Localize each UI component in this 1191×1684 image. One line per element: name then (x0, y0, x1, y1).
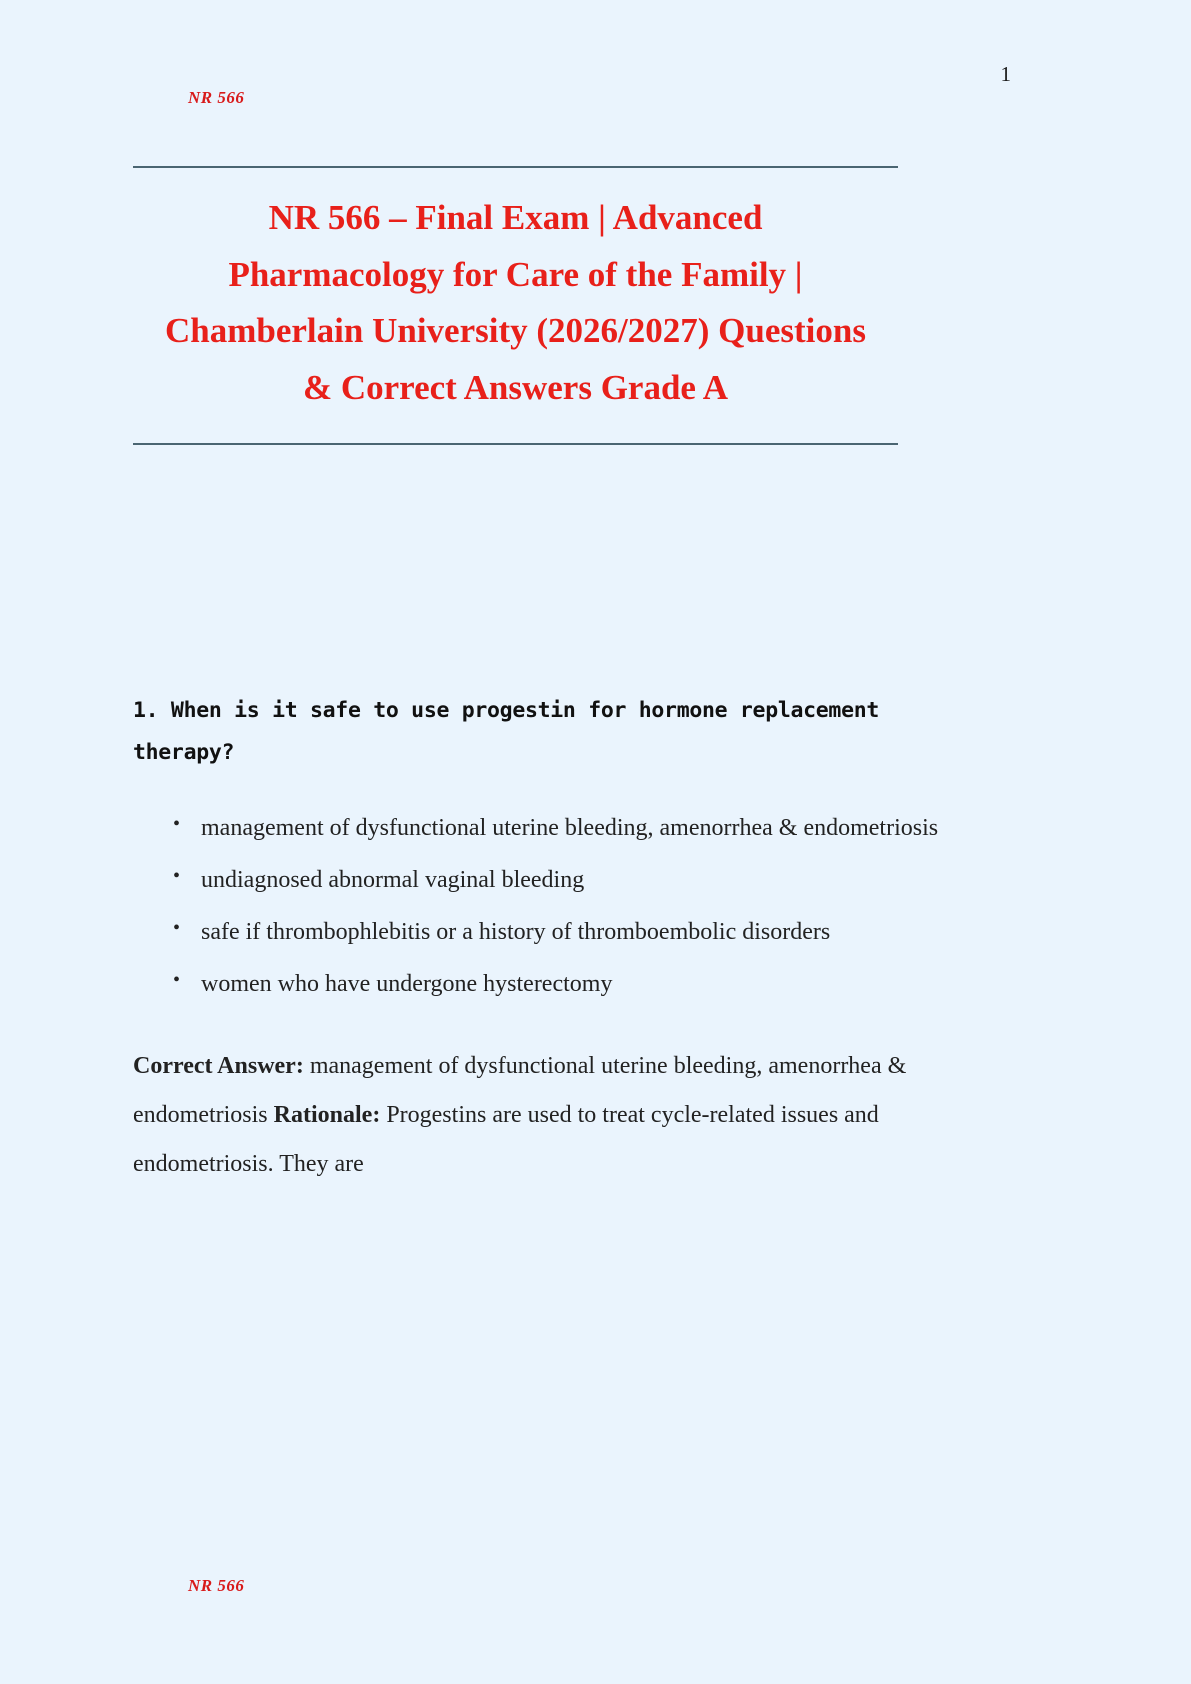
question-text: 1. When is it safe to use progestin for hormone replacement therapy? (133, 698, 880, 765)
list-item: • undiagnosed abnormal vaginal bleeding (133, 856, 968, 904)
footer-course-tag: NR 566 (188, 1576, 245, 1595)
document-content (133, 690, 968, 1189)
answer-options-list (133, 804, 968, 1008)
list-item: • women who have undergone hysterectomy (133, 960, 968, 1008)
page-title: NR 566 – Final Exam | Advanced Pharmacology for Care of the Family | Chamberlain University (2026/2027) Questions & Correct Answers Grade A (165, 198, 866, 408)
list-item: • safe if thrombophlebitis or a history of thromboembolic disorders (133, 908, 968, 956)
header-course-tag: NR 566 (188, 88, 245, 107)
title-block (133, 166, 898, 445)
page-number: 1 (1000, 62, 1011, 86)
rationale-text: Progestins are used to treat cycle-related issues and endometriosis. They are (133, 1102, 879, 1178)
list-item: • management of dysfunctional uterine bleeding, amenorrhea & endometriosis (133, 804, 968, 852)
rationale-label: Rationale: (273, 1102, 381, 1129)
correct-answer-label: Correct Answer: (133, 1052, 304, 1079)
correct-answer-text: management of dysfunctional uterine bleeding, amenorrhea & endometriosis (133, 1052, 907, 1129)
correct-answer-paragraph (133, 1042, 968, 1190)
